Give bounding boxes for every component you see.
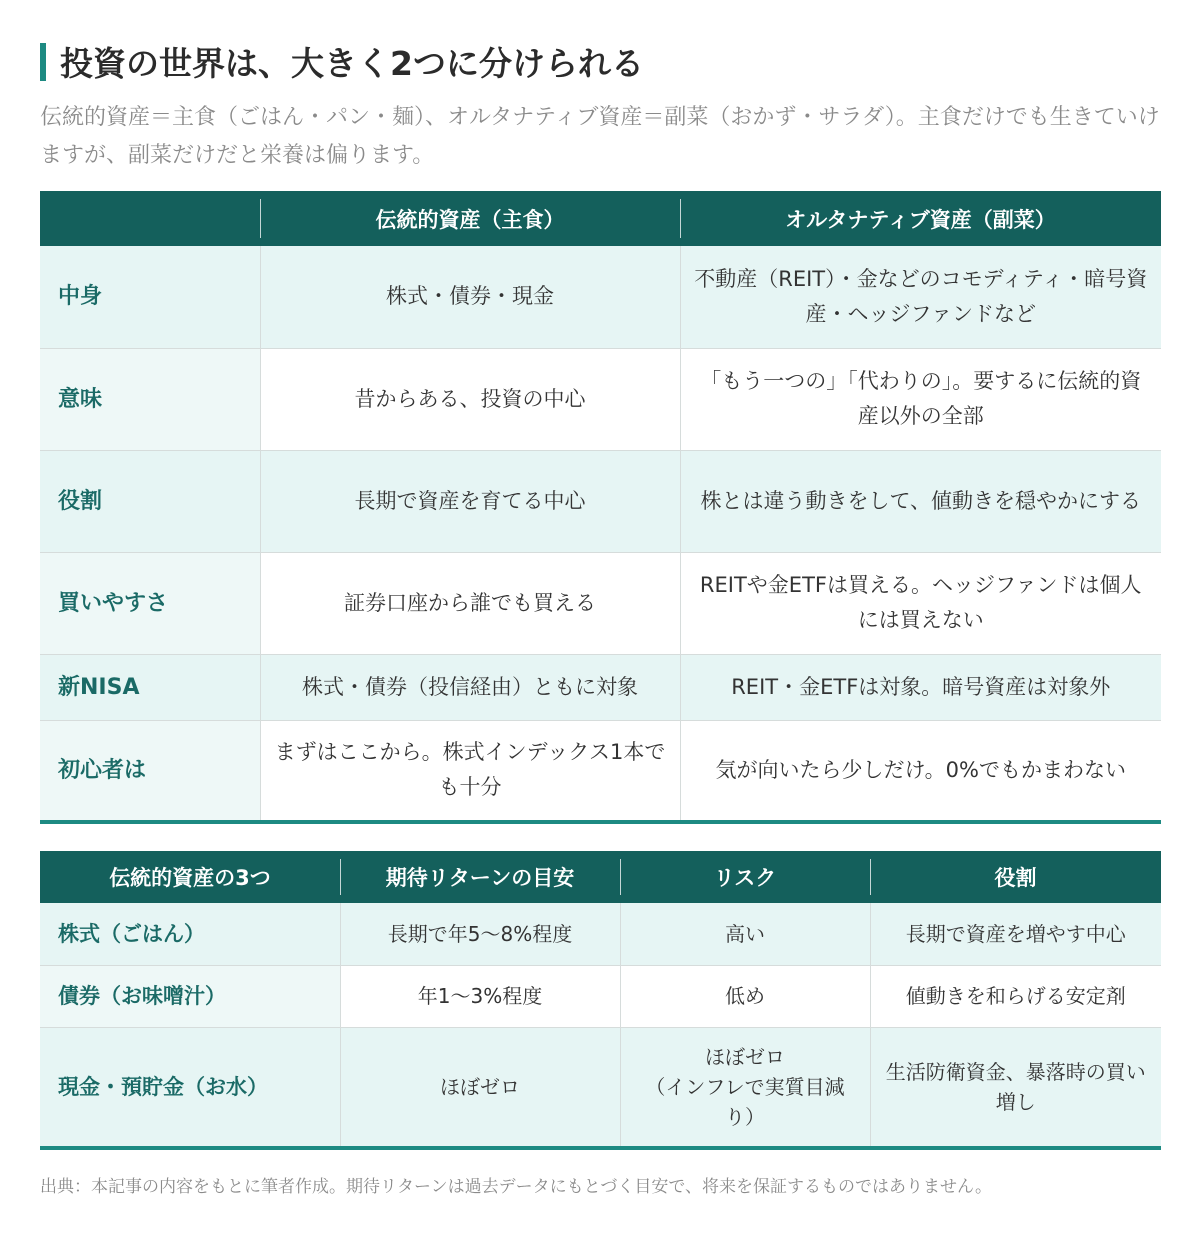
table-row — [40, 552, 1161, 654]
table-row — [40, 450, 1161, 552]
traditional-cell: 長期で資産を育てる中心 — [260, 450, 680, 552]
role-cell: 値動きを和らげる安定剤 — [870, 965, 1161, 1027]
page-title: 投資の世界は、大きく2つに分けられる — [60, 44, 644, 83]
alternative-cell: 気が向いたら少しだけ。0%でもかまわない — [680, 720, 1161, 822]
traditional-cell: 昔からある、投資の中心 — [260, 348, 680, 450]
page-subtitle: 伝統的資産＝主食（ごはん・パン・麺）、オルタナティブ資産＝副菜（おかず・サラダ）。主食だけでも生きていけますが、副菜だけだと栄養は偏ります。 — [40, 105, 1160, 168]
row-label: 新NISA — [40, 654, 260, 720]
row-label: 意味 — [40, 348, 260, 450]
traditional-cell: 株式・債券（投信経由）ともに対象 — [260, 654, 680, 720]
table-row — [40, 903, 1161, 965]
asset-label: 現金・預貯金（お水） — [40, 1027, 340, 1148]
alternative-cell: REIT・金ETFは対象。暗号資産は対象外 — [680, 654, 1161, 720]
risk-cell: 高い — [620, 903, 870, 965]
traditional-cell: まずはここから。株式インデックス1本でも十分 — [260, 720, 680, 822]
header-role: 役割 — [870, 851, 1161, 903]
header-alternative: オルタナティブ資産（副菜） — [680, 191, 1161, 246]
role-cell: 生活防衛資金、暴落時の買い増し — [870, 1027, 1161, 1148]
asset-label: 債券（お味噌汁） — [40, 965, 340, 1027]
asset-label: 株式（ごはん） — [40, 903, 340, 965]
risk-cell: 低め — [620, 965, 870, 1027]
table-row — [40, 654, 1161, 720]
row-label: 買いやすさ — [40, 552, 260, 654]
header-empty — [40, 191, 260, 246]
title-accent-bar — [40, 43, 46, 81]
header-asset: 伝統的資産の3つ — [40, 851, 340, 903]
traditional-assets-table — [40, 851, 1161, 1150]
alternative-cell: 株とは違う動きをして、値動きを穏やかにする — [680, 450, 1161, 552]
table-row — [40, 720, 1161, 822]
table-header-row — [40, 191, 1161, 246]
return-cell: 長期で年5〜8%程度 — [340, 903, 620, 965]
traditional-cell: 証券口座から誰でも買える — [260, 552, 680, 654]
table-row — [40, 348, 1161, 450]
row-label: 中身 — [40, 246, 260, 348]
alternative-cell: 不動産（REIT）・金などのコモディティ・暗号資産・ヘッジファンドなど — [680, 246, 1161, 348]
source-note: 出典：本記事の内容をもとに筆者作成。期待リターンは過去データにもとづく目安で、将来を保証するものではありません。 — [40, 1177, 992, 1197]
return-cell: 年1〜3%程度 — [340, 965, 620, 1027]
table-row — [40, 965, 1161, 1027]
table-row — [40, 246, 1161, 348]
header-risk: リスク — [620, 851, 870, 903]
row-label: 役割 — [40, 450, 260, 552]
alternative-cell: 「もう一つの」「代わりの」。要するに伝統的資産以外の全部 — [680, 348, 1161, 450]
title-row — [40, 38, 644, 85]
traditional-cell: 株式・債券・現金 — [260, 246, 680, 348]
table-row — [40, 1027, 1161, 1148]
alternative-cell: REITや金ETFは買える。ヘッジファンドは個人には買えない — [680, 552, 1161, 654]
header-expected-return: 期待リターンの目安 — [340, 851, 620, 903]
row-label: 初心者は — [40, 720, 260, 822]
risk-cell: ほぼゼロ （インフレで実質目減り） — [620, 1027, 870, 1148]
table-header-row — [40, 851, 1161, 903]
asset-comparison-table — [40, 191, 1161, 824]
role-cell: 長期で資産を増やす中心 — [870, 903, 1161, 965]
return-cell: ほぼゼロ — [340, 1027, 620, 1148]
header-traditional: 伝統的資産（主食） — [260, 191, 680, 246]
